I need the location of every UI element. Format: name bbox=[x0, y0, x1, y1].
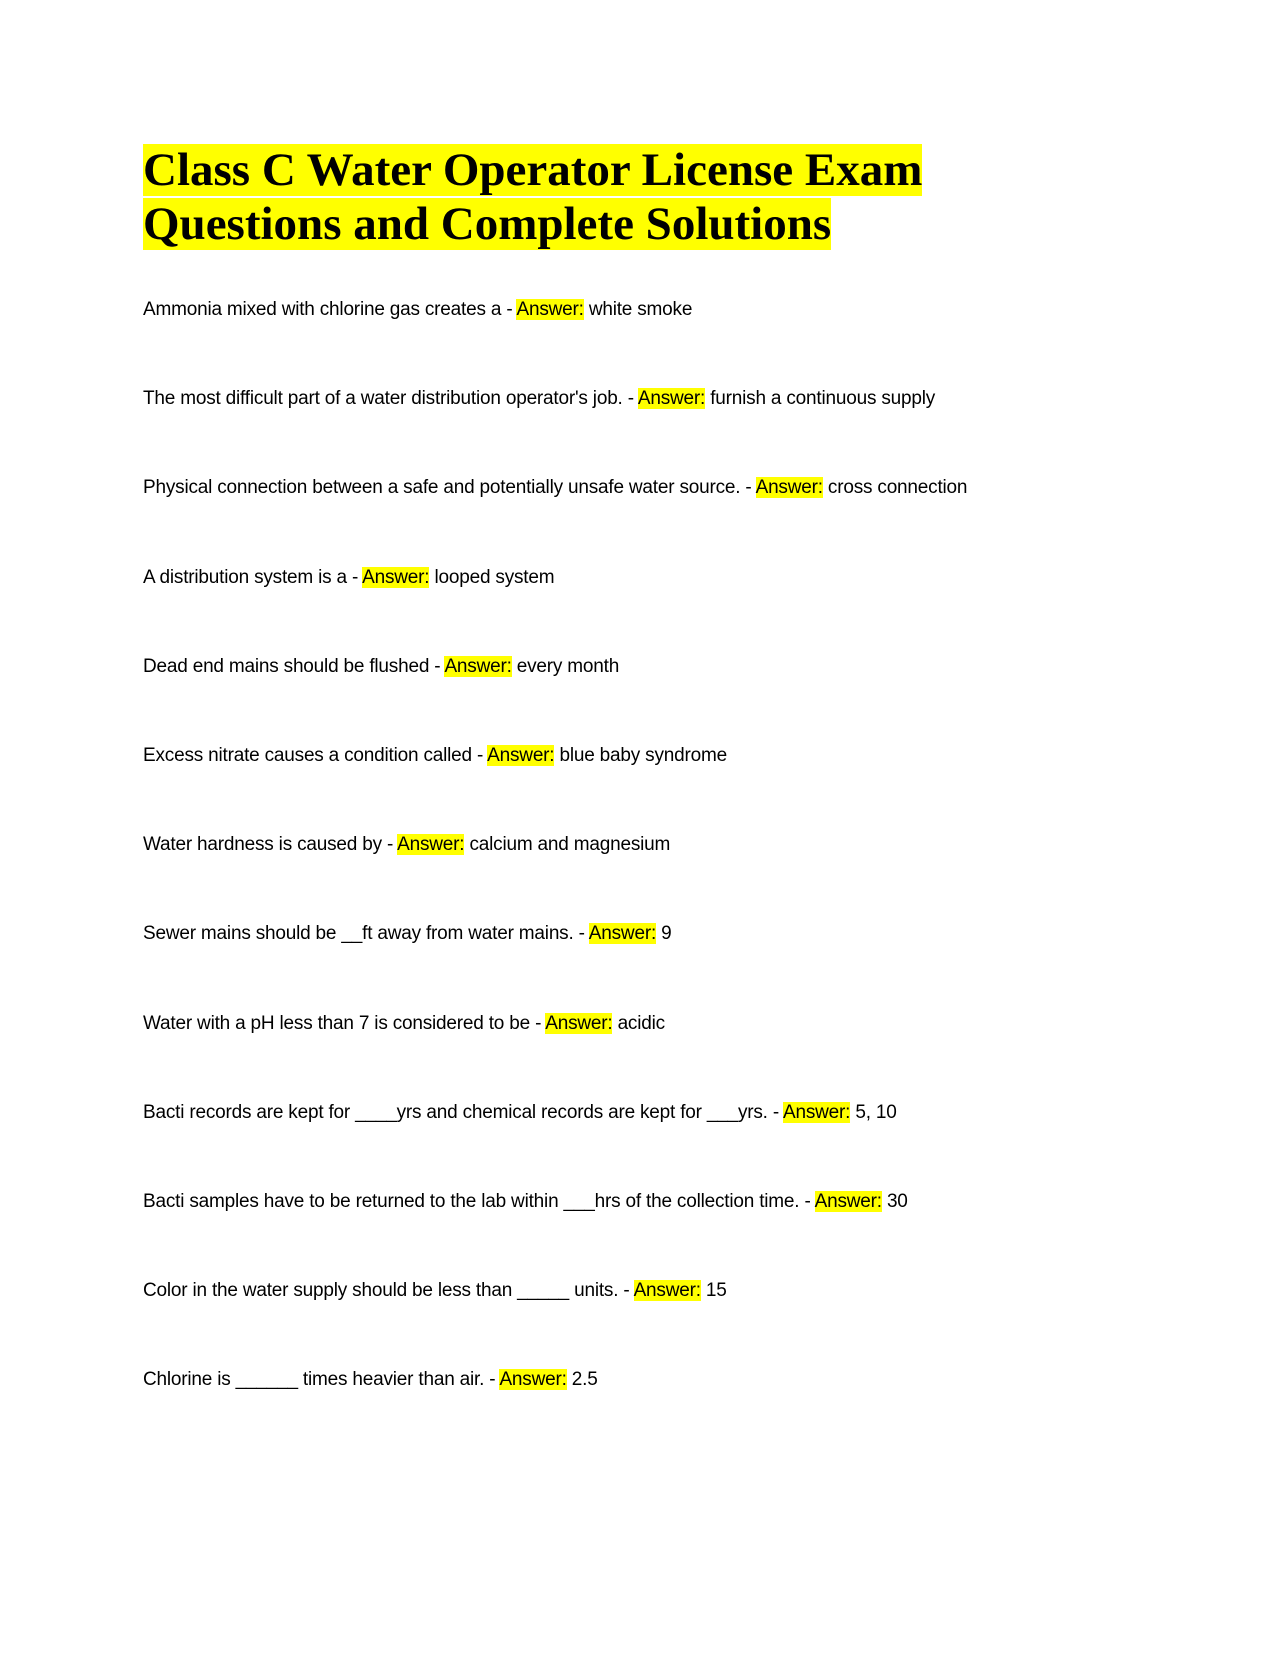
qa-item bbox=[143, 475, 967, 501]
answer-label: Answer: bbox=[588, 923, 657, 945]
qa-item bbox=[143, 1100, 897, 1126]
answer-label: Answer: bbox=[516, 299, 584, 320]
answer-label: Answer: bbox=[637, 388, 706, 410]
question-text: Dead end mains should be flushed - bbox=[143, 655, 441, 677]
question-text: Sewer mains should be __ft away from water mains. - bbox=[143, 923, 585, 945]
answer-label: Answer: bbox=[633, 1280, 701, 1302]
qa-item bbox=[143, 1278, 727, 1304]
answer-text: every month bbox=[516, 655, 620, 677]
answer-text: cross connection bbox=[827, 477, 968, 499]
qa-item bbox=[143, 386, 935, 412]
question-text: The most difficult part of a water distribution operator's job. - bbox=[143, 388, 634, 410]
question-text: Color in the water supply should be less than _____ units. - bbox=[143, 1280, 630, 1302]
question-text: Physical connection between a safe and potentially unsafe water source. - bbox=[143, 477, 752, 499]
answer-label: Answer: bbox=[545, 1012, 613, 1034]
answer-text: white smoke bbox=[588, 299, 693, 320]
answer-label: Answer: bbox=[487, 745, 555, 766]
answer-text: 9 bbox=[661, 923, 672, 945]
answer-text: 15 bbox=[705, 1280, 727, 1302]
answer-text: blue baby syndrome bbox=[559, 745, 727, 766]
answer-label: Answer: bbox=[397, 834, 465, 856]
title-line-1: Class C Water Operator License Exam bbox=[143, 144, 923, 196]
qa-item bbox=[143, 297, 692, 323]
qa-item bbox=[143, 832, 670, 858]
question-text: A distribution system is a - bbox=[143, 566, 359, 588]
answer-label: Answer: bbox=[783, 1101, 851, 1123]
answer-text: 5, 10 bbox=[855, 1101, 897, 1123]
answer-label: Answer: bbox=[499, 1369, 567, 1391]
answer-text: acidic bbox=[617, 1012, 665, 1034]
question-text: Water with a pH less than 7 is considered to be - bbox=[143, 1012, 542, 1034]
question-text: Bacti samples have to be returned to the lab within ___hrs of the collection time. - bbox=[143, 1191, 811, 1212]
answer-text: looped system bbox=[434, 566, 555, 588]
question-text: Bacti records are kept for ____yrs and chemical records are kept for ___yrs. - bbox=[143, 1101, 779, 1123]
answer-label: Answer: bbox=[444, 655, 512, 677]
qa-item bbox=[143, 654, 619, 680]
answer-text: furnish a continuous supply bbox=[710, 388, 936, 410]
qa-item bbox=[143, 1367, 598, 1393]
answer-text: calcium and magnesium bbox=[469, 834, 671, 856]
answer-text: 2.5 bbox=[571, 1369, 598, 1391]
qa-item bbox=[143, 743, 727, 769]
document-title bbox=[143, 143, 922, 251]
question-text: Ammonia mixed with chlorine gas creates a - bbox=[143, 299, 513, 320]
answer-label: Answer: bbox=[362, 566, 430, 588]
qa-item bbox=[143, 565, 554, 591]
answer-label: Answer: bbox=[755, 477, 823, 499]
question-text: Excess nitrate causes a condition called - bbox=[143, 745, 484, 766]
qa-item bbox=[143, 921, 672, 947]
question-text: Chlorine is ______ times heavier than air. - bbox=[143, 1369, 496, 1391]
answer-text: 30 bbox=[886, 1191, 908, 1212]
qa-item bbox=[143, 1011, 665, 1037]
question-text: Water hardness is caused by - bbox=[143, 834, 394, 856]
title-line-2: Questions and Complete Solutions bbox=[143, 198, 832, 250]
answer-label: Answer: bbox=[814, 1191, 882, 1212]
qa-item bbox=[143, 1189, 908, 1215]
